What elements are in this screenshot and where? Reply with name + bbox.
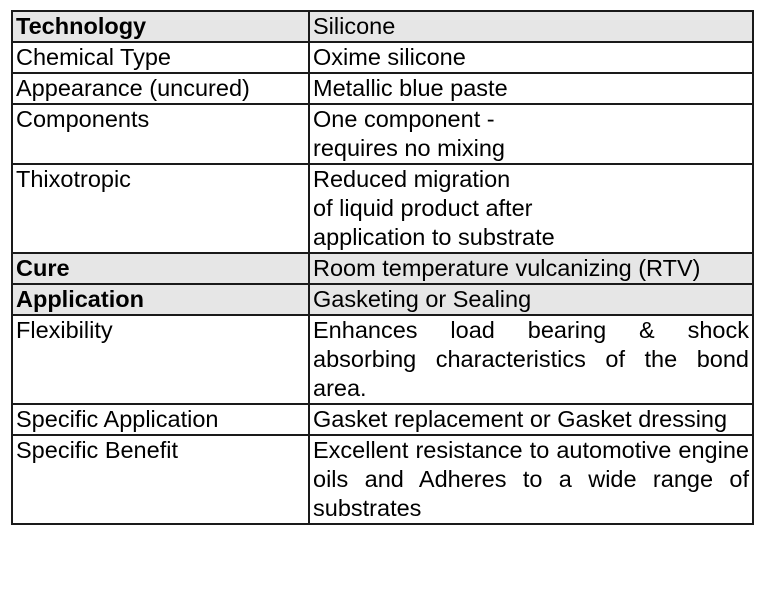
table-row-technology [12, 11, 753, 42]
row-label-technology: Technology [12, 11, 309, 42]
row-label-flexibility: Flexibility [12, 315, 309, 404]
table-row-components [12, 104, 753, 164]
table-row-application [12, 284, 753, 315]
row-label-components: Components [12, 104, 309, 164]
table-row-appearance [12, 73, 753, 104]
table-row-specific-application [12, 404, 753, 435]
row-label-thixotropic: Thixotropic [12, 164, 309, 253]
row-label-chemical-type: Chemical Type [12, 42, 309, 73]
row-value-cure: Room temperature vulcanizing (RTV) [309, 253, 753, 284]
row-label-specific-benefit: Specific Benefit [12, 435, 309, 524]
row-value-chemical-type: Oxime silicone [309, 42, 753, 73]
row-label-specific-application: Specific Application [12, 404, 309, 435]
row-value-specific-application: Gasket replacement or Gasket dressing [309, 404, 753, 435]
row-label-application: Application [12, 284, 309, 315]
row-value-technology: Silicone [309, 11, 753, 42]
specification-table [11, 10, 754, 525]
table-row-specific-benefit [12, 435, 753, 524]
row-value-components: One component - requires no mixing [309, 104, 753, 164]
row-value-thixotropic: Reduced migration of liquid product after application to substrate [309, 164, 753, 253]
table-row-thixotropic [12, 164, 753, 253]
row-label-cure: Cure [12, 253, 309, 284]
row-value-flexibility: Enhances load bearing & shock absorbing characteristics of the bond area. [309, 315, 753, 404]
row-value-specific-benefit: Excellent resistance to automotive engine oils and Adheres to a wide range of substrates [309, 435, 753, 524]
row-value-application: Gasketing or Sealing [309, 284, 753, 315]
row-label-appearance: Appearance (uncured) [12, 73, 309, 104]
table-row-chemical-type [12, 42, 753, 73]
row-value-appearance: Metallic blue paste [309, 73, 753, 104]
table-row-flexibility [12, 315, 753, 404]
table-row-cure [12, 253, 753, 284]
